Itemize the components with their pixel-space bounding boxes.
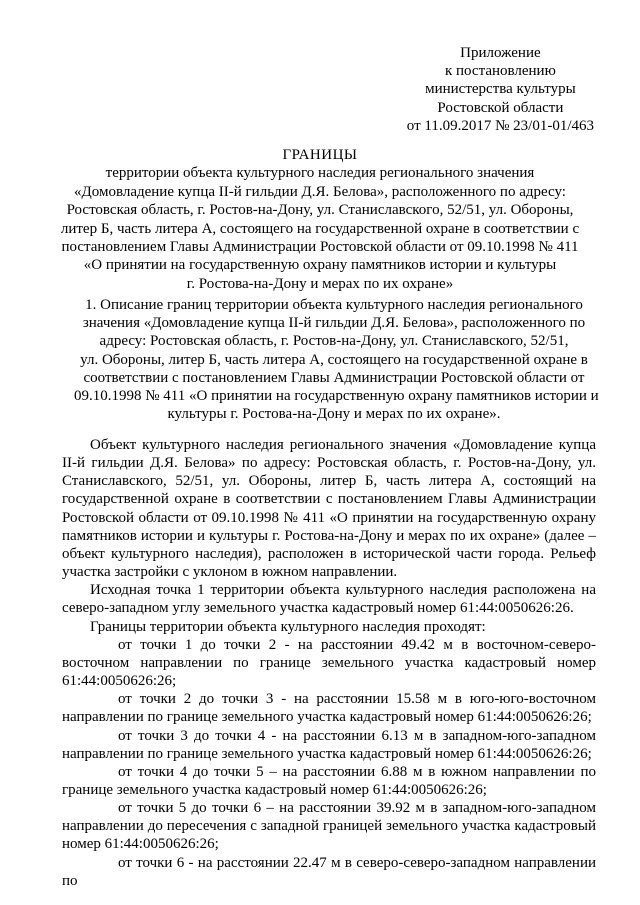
paragraph-segment-3-4: от точки 3 до точки 4 - на расстоянии 6.13 м в западном-юго-западном направлении по границе земельного участка кадастровый номер 61:44:0050626:26; (62, 727, 596, 762)
title-heading: ГРАНИЦЫ (282, 147, 358, 163)
appendix-header (407, 44, 594, 135)
section-line: соответствии с постановлением Главы Администрации Ростовской области от (83, 369, 585, 386)
section-line: адресу: Ростовская область, г. Ростов-на-Дону, ул. Станиславского, 52/51, (99, 333, 569, 350)
section-1-heading (74, 296, 599, 423)
appendix-line: Приложение (460, 45, 541, 61)
section-line: культуры г. Ростова-на-Дону и мерах по их охране». (167, 406, 501, 423)
title-line: «О принятии на государственную охрану памятников истории и культуры (83, 257, 557, 274)
paragraph-starting-point: Исходная точка 1 территории объекта культурного наследия расположена на северо-западном углу земельного участка кадастровый номер 61:44:0050626:26. (62, 582, 596, 617)
title-line: территории объекта культурного наследия регионального значения (105, 165, 535, 182)
paragraph-boundaries-intro: Границы территории объекта культурного наследия проходят: (90, 618, 486, 635)
section-line: значения «Домовладение купца II-й гильдии Д.Я. Белова», расположенного по (82, 315, 586, 332)
section-line: 09.10.1998 № 411 «О принятии на государственную охрану памятников истории и (74, 388, 599, 405)
title-line: литер Б, часть литера А, состоящего на государственной охране в соответствии с (60, 220, 580, 237)
document-body (62, 436, 596, 890)
title-line: Ростовская область, г. Ростов-на-Дону, ул. Станиславского, 52/51, ул. Обороны, (66, 202, 574, 219)
section-line: 1. Описание границ территории объекта культурного наследия регионального (85, 297, 583, 313)
paragraph-segment-1-2: от точки 1 до точки 2 - на расстоянии 49.42 м в восточном-северо-восточном направлении по границе земельного участка кадастровый номер 61:44:0050626:26; (62, 636, 596, 690)
paragraph-segment-2-3: от точки 2 до точки 3 - на расстоянии 15.58 м в юго-юго-восточном направлении по границе земельного участка кадастровый номер 61:44:0050626:26; (62, 691, 596, 726)
paragraph-segment-4-5: от точки 4 до точки 5 – на расстоянии 6.88 м в южном направлении по границе земельного участка кадастровый номер 61:44:0050626:26; (62, 763, 596, 798)
appendix-line: к постановлению (444, 63, 556, 80)
section-line: ул. Обороны, литер Б, часть литера А, состоящего на государственной охране в (80, 351, 588, 368)
paragraph-object-description: Объект культурного наследия регионального значения «Домовладение купца II-й гильдии Д.Я. Белова» по адресу: Ростовская область, г. Ростов-на-Дону, ул. Станиславского, 52/51, ул. Обороны, литер Б, часть литера А, состоящий на государственной охране в соответствии с постановлением Главы Администрации Ростовской области от 09.10.1998 № 411 «О принятии на государственную охрану памятников истории и культуры г. Ростова-на-Дону и мерах по их охране» (далее – объект культурного наследия), расположен в исторической части города. Рельеф участка застройки с уклоном в южном направлении. (62, 437, 596, 581)
title-line: постановлением Главы Администрации Ростовской области от 09.10.1998 № 411 (61, 239, 579, 256)
paragraph-segment-5-6: от точки 5 до точки 6 – на расстоянии 39.92 м в западном-юго-западном направлении до пересечения с западной границей земельного участка кадастровый номер 61:44:0050626:26; (62, 800, 596, 853)
appendix-line: министерства культуры (425, 81, 576, 98)
appendix-date-number: от 11.09.2017 № 23/01-01/463 (406, 117, 594, 134)
paragraph-segment-6: от точки 6 - на расстоянии 22.47 м в северо-северо-западном направлении по (62, 854, 596, 889)
appendix-line: Ростовской области (437, 99, 564, 116)
document-title (46, 146, 594, 293)
title-line: «Домовладение купца II-й гильдии Д.Я. Белова», расположенного по адресу: (74, 183, 566, 200)
title-line: г. Ростова-на-Дону и мерах по их охране» (186, 275, 454, 292)
